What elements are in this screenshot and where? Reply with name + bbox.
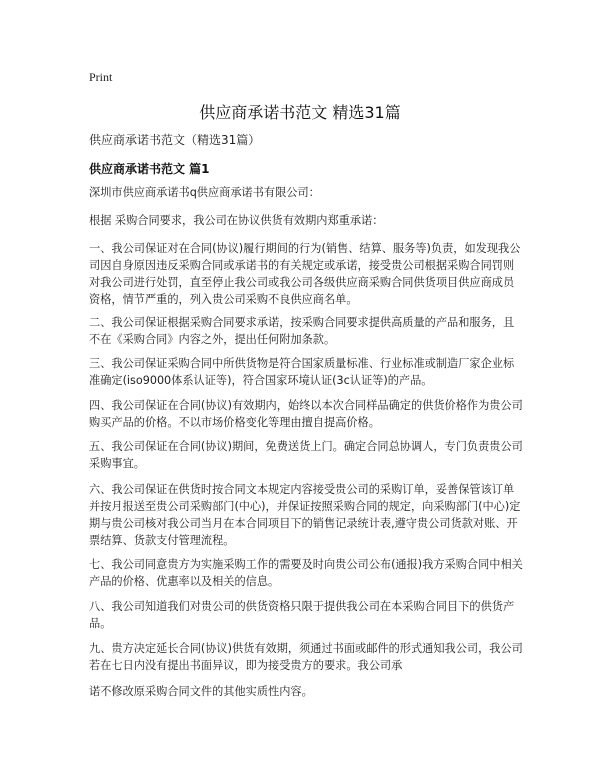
closing-paragraph: 诺不修改原采购合同文件的其他实质性内容。 xyxy=(89,685,313,698)
commitment-item-9: 九、贵方决定延长合同(协议)供货有效期，须通过书面或邮件的形式通知我公司，我公司若在七日内没有提出书面异议，即为接受贵方的要求。我公司承 xyxy=(89,642,523,672)
document-subtitle: 供应商承诺书范文（精选31篇） xyxy=(89,133,261,147)
commitment-item-6: 六、我公司保证在供货时按合同文本规定内容接受贵公司的采购订单，妥善保管该订单并按月报送至贵公司采购部门(中心)，并保证按照采购合同的规定，向采购部门(中心)定期与贵公司核对我公司当月在本合同项目下的销售记录统计表,遵守贵公司货款对账、开票结算、货款支付管理流程。 xyxy=(89,483,521,547)
section-heading: 供应商承诺书范文 篇1 xyxy=(89,162,210,176)
commitment-item-1: 一、我公司保证对在合同(协议)履行期间的行为(销售、结算、服务等)负责，如发现我公司因自身原因违反采购合同或承诺书的有关规定或承诺，接受贵公司根据采购合同罚则对我公司进行处罚，直至停止我公司或我公司各级供应商采购合同供货项目供应商成员资格，情节严重的，列入贵公司采购不良供应商名单。 xyxy=(89,242,521,306)
addressee-paragraph: 深圳市供应商承诺书q供应商承诺书有限公司： xyxy=(89,186,320,199)
commitment-item-5: 五、我公司保证在合同(协议)期间，免费送货上门。确定合同总协调人，专门负责贵公司采购事宜。 xyxy=(89,440,523,470)
commitment-item-7: 七、我公司同意贵方为实施采购工作的需要及时向贵公司公布(通报)我方采购合同中相关产品的价格、优惠率以及相关的信息。 xyxy=(89,558,523,588)
page-title: 供应商承诺书范文 精选31篇 xyxy=(199,103,401,122)
intro-paragraph: 根据 采购合同要求，我公司在协议供货有效期内郑重承诺： xyxy=(89,214,384,227)
commitment-item-2: 二、我公司保证根据采购合同要求承诺，按采购合同要求提供高质量的产品和服务，且不在《采购合同》内容之外，提出任何附加条款。 xyxy=(89,316,515,346)
commitment-item-3: 三、我公司保证采购合同中所供货物是符合国家质量标准、行业标准或制造厂家企业标准确定(iso9000体系认证等)，符合国家环境认证(3c认证等)的产品。 xyxy=(89,357,515,387)
commitment-item-4: 四、我公司保证在合同(协议)有效期内，始终以本次合同样品确定的供货价格作为贵公司购买产品的价格。不以市场价格变化等理由擅自提高价格。 xyxy=(89,399,523,429)
print-link[interactable]: Print xyxy=(89,70,113,84)
commitment-item-8: 八、我公司知道我们对贵公司的供货资格只限于提供我公司在本采购合同目下的供货产品。 xyxy=(89,600,515,630)
